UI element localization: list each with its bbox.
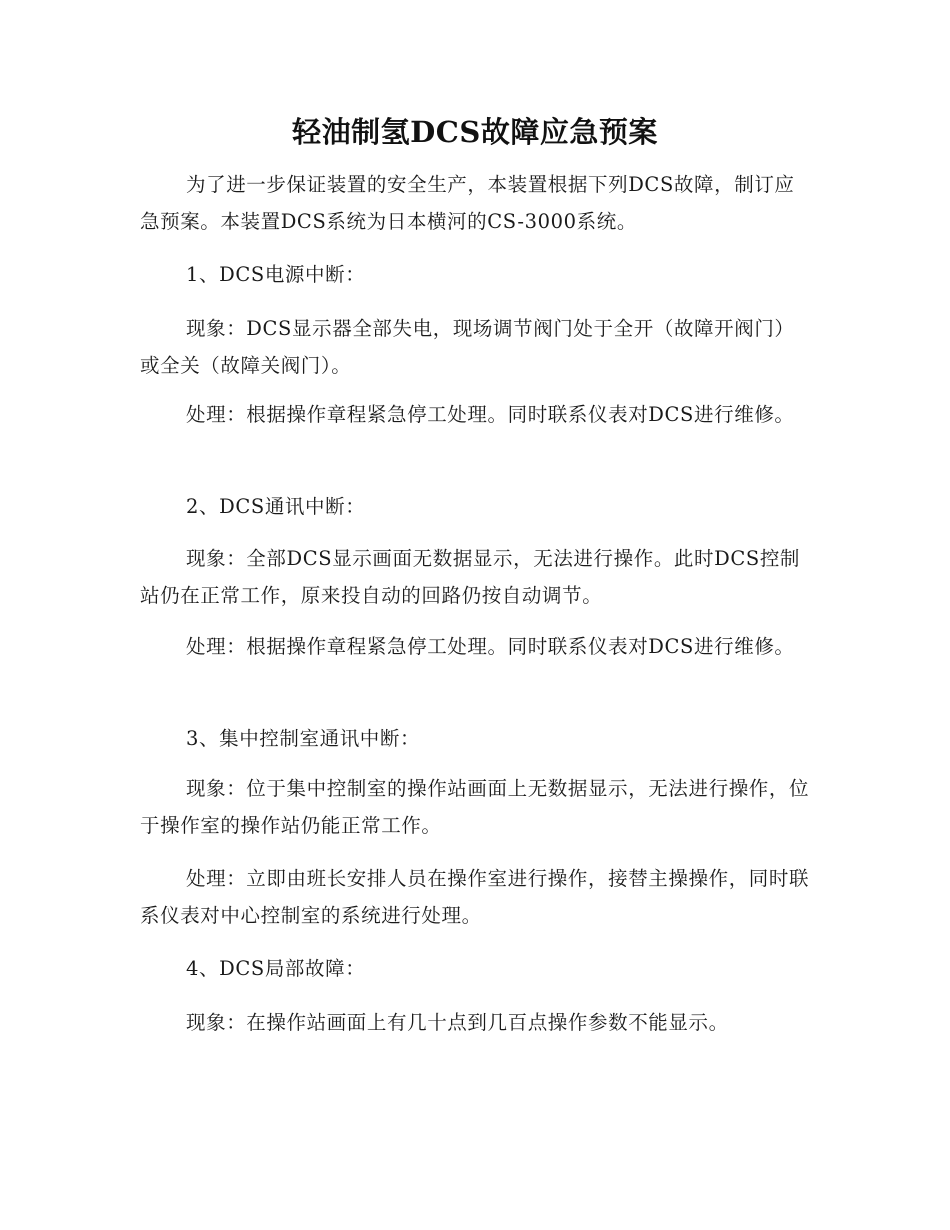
- paragraph-phenomenon-1: 现象：DCS显示器全部失电，现场调节阀门处于全开（故障开阀门）或全关（故障关阀门）。: [140, 317, 795, 377]
- document-title: 轻油制氢DCS故障应急预案: [292, 115, 658, 149]
- paragraph-phenomenon-2: 现象：全部DCS显示画面无数据显示，无法进行操作。此时DCS控制站仍在正常工作，原来投自动的回路仍按自动调节。: [140, 547, 801, 607]
- paragraph-handling-2: 处理：根据操作章程紧急停工处理。同时联系仪表对DCS进行维修。: [186, 635, 795, 658]
- paragraph-handling-1: 处理：根据操作章程紧急停工处理。同时联系仪表对DCS进行维修。: [186, 403, 795, 426]
- intro-paragraph: 为了进一步保证装置的安全生产，本装置根据下列DCS故障，制订应急预案。本装置DCS系统为日本横河的CS-3000系统。: [140, 173, 795, 233]
- section-heading-communication-failure: 2、DCS通讯中断：: [186, 495, 366, 518]
- paragraph-handling-3: 处理：立即由班长安排人员在操作室进行操作，接替主操操作，同时联系仪表对中心控制室的系统进行处理。: [140, 867, 810, 927]
- section-heading-partial-failure: 4、DCS局部故障：: [186, 957, 366, 980]
- section-heading-power-failure: 1、DCS电源中断：: [186, 263, 366, 286]
- section-heading-control-room-failure: 3、集中控制室通讯中断：: [186, 727, 421, 750]
- paragraph-phenomenon-3: 现象：位于集中控制室的操作站画面上无数据显示，无法进行操作，位于操作室的操作站仍能正常工作。: [140, 777, 810, 837]
- paragraph-phenomenon-4: 现象：在操作站画面上有几十点到几百点操作参数不能显示。: [186, 1011, 729, 1034]
